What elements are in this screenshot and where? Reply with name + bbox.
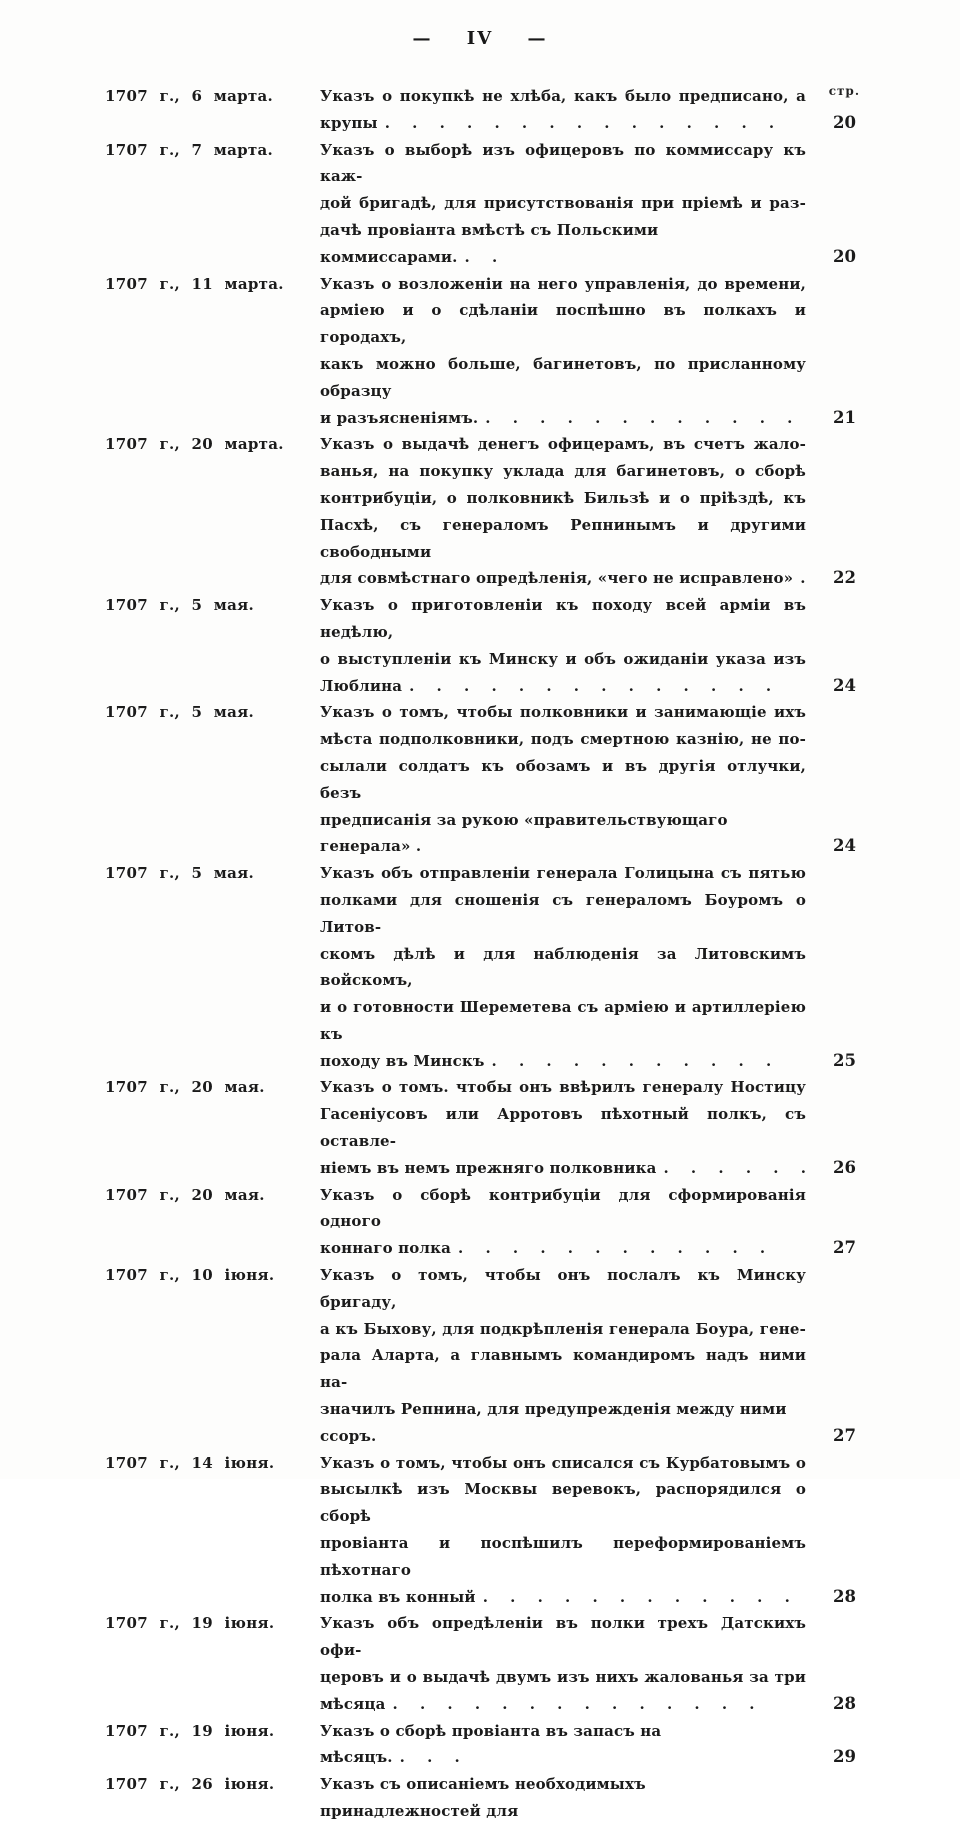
entry-line-text: дой бригадѣ, для присутствованія при пріемѣ и раз- [320, 194, 806, 213]
entry-line-text: рала Аларта, а главнымъ командиромъ надъ ними на- [320, 1346, 806, 1392]
entry-line-text: Люблина [320, 676, 403, 695]
entry-line-text: ніемъ въ немъ прежняго полковника [320, 1158, 657, 1177]
entry-page: 29 [833, 1747, 856, 1767]
entry-page: 25 [833, 1050, 856, 1070]
entry-line [320, 1718, 806, 1772]
entry-line-text: Пасхѣ, съ генераломъ Репнинымъ и другими свободными [320, 515, 806, 561]
entry-date: 1707 г., 20 марта. [105, 435, 284, 454]
entry-line [320, 941, 806, 995]
dot-leader: . . . . . . . . . . . . [458, 1239, 766, 1258]
dot-leader: . . [464, 247, 498, 266]
entry-line [320, 646, 806, 673]
entry-line-text: Указъ о выборѣ изъ офицеровъ по коммиссару къ каж- [320, 140, 806, 186]
entry-line [320, 699, 806, 726]
entry-line-text: крупы [320, 113, 378, 132]
entry-text [320, 1450, 806, 1611]
dot-leader: . . . . . . [663, 1158, 806, 1177]
entry-line-text: Указъ о томъ, чтобы онъ списался съ Курбатовымъ о [320, 1453, 806, 1472]
dot-leader: . . . . . . . . . . . . . . [409, 676, 772, 695]
entry-line [320, 860, 806, 887]
dot-leader: . . . . . . . . . . . . . . [392, 1694, 755, 1713]
entry-line-text: о выступленіи къ Минску и объ ожиданіи указа изъ [320, 649, 806, 668]
entry-line [320, 1771, 806, 1825]
entry-line-text: для совмѣстнаго опредѣленія, «чего не исправлено» [320, 569, 794, 588]
entry-line-text: Указъ о сборѣ провіанта въ запасъ на мѣсяцъ. [320, 1721, 662, 1767]
entry-text [320, 83, 806, 137]
entry-line [320, 1610, 806, 1664]
entry-line [320, 110, 806, 137]
entry-line [320, 592, 806, 646]
entry-line [320, 1584, 806, 1611]
entry-line [320, 1235, 806, 1262]
entry-text [320, 1074, 806, 1181]
entry-line [320, 1316, 806, 1343]
toc-entry [0, 137, 960, 271]
entry-date: 1707 г., 20 мая. [105, 1185, 265, 1204]
entry-page: 24 [833, 675, 856, 695]
entry-page: 20 [833, 112, 856, 132]
entry-line-text: Указъ о покупкѣ не хлѣба, какъ было предписано, а [320, 87, 806, 105]
toc-entry [0, 431, 960, 592]
entry-line [320, 726, 806, 753]
entry-line [320, 485, 806, 512]
entry-line-text: Указъ о выдачѣ денегъ офицерамъ, въ счетъ жало- [320, 435, 806, 454]
entry-line [320, 1262, 806, 1316]
entry-line-text: значилъ Репнина, для предупрежденія между ними ссоръ. [320, 1400, 787, 1445]
entry-date: 1707 г., 5 мая. [105, 864, 255, 883]
entry-line [320, 137, 806, 191]
dot-leader: . . . . . . . . . . . . [482, 1587, 790, 1606]
entry-line [320, 1396, 806, 1450]
page-number-header: — IV — [412, 28, 548, 49]
entry-line-text: мѣсяца [320, 1694, 386, 1713]
page-column-header: стр. [828, 84, 860, 98]
toc-entry [0, 699, 960, 860]
entry-line [320, 431, 806, 458]
dot-leader: . [800, 569, 806, 588]
dot-leader: . . . . . . . . . . . [491, 1051, 772, 1070]
entry-line-text: а къ Быхову, для подкрѣпленія генерала Боура, гене- [320, 1319, 806, 1338]
entry-line [320, 458, 806, 485]
entry-line-text: провіанта и поспѣшилъ переформированіемъ пѣхотнаго [320, 1534, 806, 1579]
entry-line [320, 405, 806, 432]
entry-line-text: ванья, на покупку уклада для багинетовъ, о сборѣ [320, 462, 806, 481]
entry-date: 1707 г., 7 марта. [105, 140, 274, 159]
entry-text [320, 1610, 806, 1717]
entry-line [320, 1342, 806, 1396]
entry-line [320, 1074, 806, 1101]
entry-line [320, 1476, 806, 1530]
toc-entry [0, 1074, 960, 1181]
entry-line-text: Указъ о томъ. чтобы онъ ввѣрилъ генералу Ностицу [320, 1078, 806, 1097]
entry-date: 1707 г., 11 марта. [105, 274, 284, 293]
entry-date: 1707 г., 19 іюня. [105, 1721, 275, 1740]
entry-line-text: какъ можно больше, багинетовъ, по присланному образцу [320, 354, 806, 400]
entry-line-text: скомъ дѣлѣ и для наблюденія за Литовскимъ войскомъ, [320, 944, 806, 990]
entry-line-text: полками для сношенія съ генераломъ Боуромъ о Литов- [320, 890, 806, 936]
entry-line [320, 1691, 806, 1718]
entry-date: 1707 г., 20 мая. [105, 1078, 265, 1097]
entry-text [320, 592, 806, 699]
entry-line-text: полка въ конный [320, 1587, 476, 1606]
entry-line [320, 1101, 806, 1155]
toc-list [0, 83, 960, 1825]
entry-line-text: Указъ съ описаніемъ необходимыхъ принадлежностей для [320, 1775, 646, 1820]
entry-line [320, 1048, 806, 1075]
entry-page: 24 [833, 836, 856, 856]
dot-leader: . . . . . . . . . . . . [485, 408, 793, 427]
entry-text [320, 431, 806, 592]
entry-line-text: арміею и о сдѣланіи поспѣшно въ полкахъ и городахъ, [320, 301, 806, 347]
entry-line [320, 190, 806, 217]
entry-text [320, 1262, 806, 1450]
entry-line [320, 1182, 806, 1236]
entry-line [320, 297, 806, 351]
entry-page: 20 [833, 246, 856, 266]
entry-text [320, 137, 806, 271]
entry-line-text: контрибуціи, о полковникѣ Бильзѣ и о пріѣздѣ, къ [320, 488, 806, 507]
toc-entry [0, 860, 960, 1074]
entry-line [320, 83, 806, 110]
entry-page: 27 [833, 1425, 856, 1445]
entry-line [320, 887, 806, 941]
entry-line-text: коннаго полка [320, 1239, 451, 1258]
entry-line [320, 753, 806, 807]
entry-line-text: Указъ о сборѣ контрибуціи для сформированія одного [320, 1185, 806, 1231]
entry-line [320, 1450, 806, 1477]
entry-line [320, 351, 806, 405]
toc-entry [0, 83, 960, 137]
entry-line [320, 807, 806, 861]
entry-line-text: церовъ и о выдачѣ двумъ изъ нихъ жалованья за три [320, 1668, 806, 1687]
entry-page: 28 [833, 1586, 856, 1606]
entry-line [320, 1664, 806, 1691]
entry-date: 1707 г., 6 марта. [105, 87, 274, 105]
entry-line [320, 565, 806, 592]
entry-text [320, 1771, 806, 1825]
entry-line-text: Гасеніусовъ или Арротовъ пѣхотный полкъ, съ оставле- [320, 1105, 806, 1151]
entry-page: 28 [833, 1693, 856, 1713]
entry-date: 1707 г., 5 мая. [105, 703, 255, 722]
entry-line-text: и разъясненіямъ. [320, 408, 479, 427]
entry-line-text: Указъ объ отправленіи генерала Голицына съ пятью [320, 864, 806, 883]
toc-entry [0, 592, 960, 699]
entry-line-text: Указъ объ опредѣленіи въ полки трехъ Датскихъ офи- [320, 1614, 806, 1660]
entry-text [320, 1718, 806, 1772]
entry-line [320, 1155, 806, 1182]
entry-page: 21 [833, 407, 856, 427]
entry-date: 1707 г., 5 мая. [105, 596, 255, 615]
dot-leader: . . . . . . . . . . . . . . . [384, 113, 775, 132]
entry-page: 26 [833, 1157, 856, 1177]
dot-leader: . . . [399, 1748, 460, 1767]
entry-text [320, 860, 806, 1074]
entry-page: 27 [833, 1238, 856, 1258]
entry-line-text: дачѣ провіанта вмѣстѣ съ Польскими коммиссарами. [320, 220, 659, 266]
entry-line [320, 217, 806, 271]
entry-line [320, 994, 806, 1048]
entry-line-text: Указъ о томъ, чтобы полковники и занимающіе ихъ [320, 703, 806, 722]
entry-line [320, 1530, 806, 1584]
toc-entry [0, 1182, 960, 1262]
entry-date: 1707 г., 19 іюня. [105, 1614, 275, 1633]
entry-line [320, 271, 806, 298]
entry-text [320, 1182, 806, 1262]
toc-entry [0, 1718, 960, 1772]
entry-line-text: Указъ о томъ, чтобы онъ послалъ къ Минску бригаду, [320, 1266, 806, 1311]
entry-line-text: походу въ Минскъ [320, 1051, 485, 1070]
toc-entry [0, 1771, 960, 1825]
toc-entry [0, 1610, 960, 1717]
entry-date: 1707 г., 10 іюня. [105, 1266, 275, 1285]
entry-date: 1707 г., 14 іюня. [105, 1453, 275, 1472]
entry-line-text: и о готовности Шереметева съ арміею и артиллеріею къ [320, 998, 806, 1043]
entry-line [320, 673, 806, 700]
entry-text [320, 271, 806, 432]
entry-line [320, 512, 806, 566]
toc-entry [0, 1450, 960, 1611]
entry-line-text: Указъ о возложеніи на него управленія, до времени, [320, 274, 806, 293]
entry-line-text: Указъ о приготовленіи къ походу всей арміи въ недѣлю, [320, 596, 806, 641]
entry-text [320, 699, 806, 860]
entry-line-text: мѣста подполковники, подъ смертною казнію, не по- [320, 730, 806, 749]
entry-line-text: высылкѣ изъ Москвы веревокъ, распорядился о сборѣ [320, 1480, 806, 1526]
entry-page: 22 [833, 568, 856, 588]
toc-entry [0, 271, 960, 432]
entry-line-text: предписанія за рукою «правительствующаго генерала» . [320, 810, 728, 856]
entry-date: 1707 г., 26 іюня. [105, 1775, 275, 1794]
toc-entry [0, 1262, 960, 1450]
entry-line-text: сылали солдатъ къ обозамъ и въ другія отлучки, безъ [320, 756, 806, 802]
